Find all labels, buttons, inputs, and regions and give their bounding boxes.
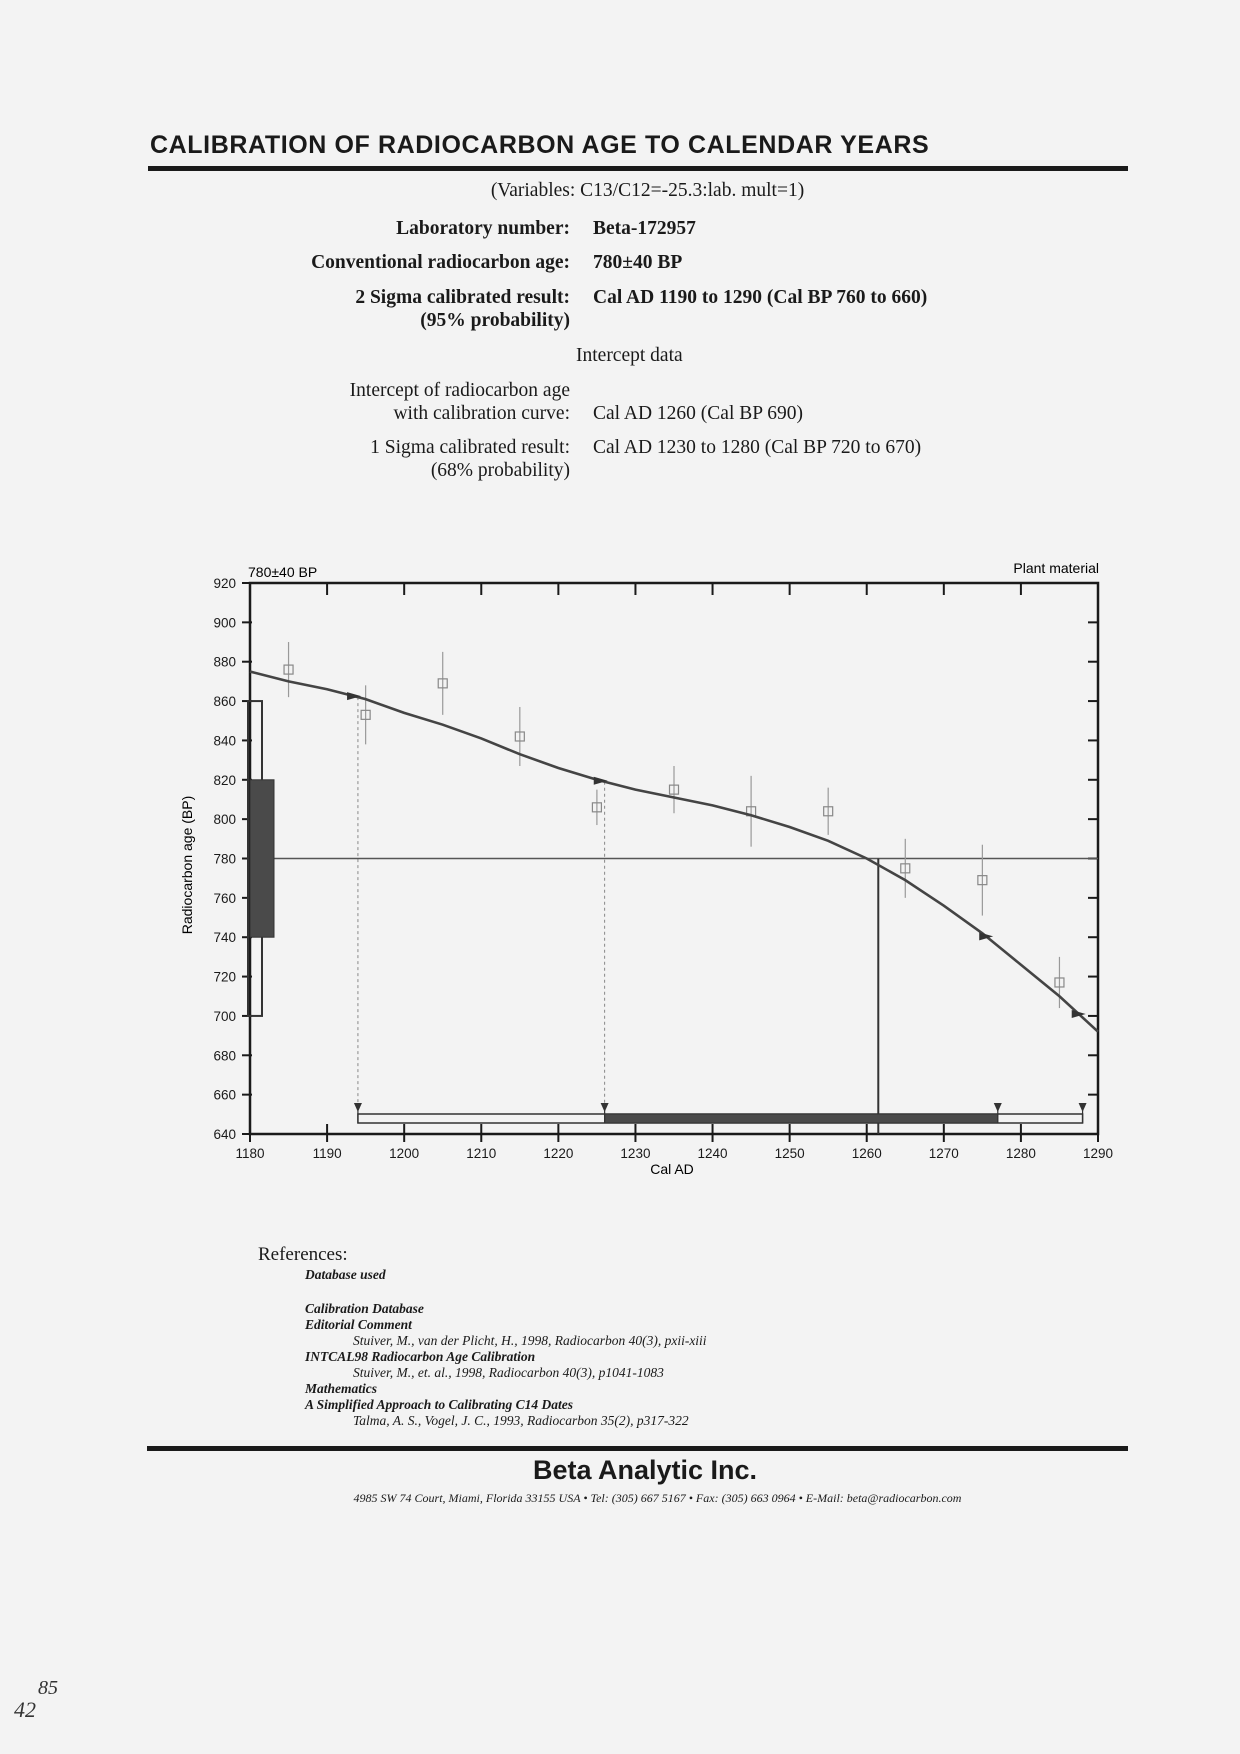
x-axis-title: Cal AD bbox=[650, 1161, 694, 1177]
y-tick-label: 760 bbox=[213, 890, 236, 906]
one-sigma-probability: (68% probability) bbox=[430, 460, 570, 481]
intercept-label-2: with calibration curve: bbox=[393, 403, 570, 424]
y-tick-label: 860 bbox=[213, 694, 236, 710]
x-tick-label: 1250 bbox=[774, 1146, 805, 1161]
y-tick-label: 920 bbox=[213, 576, 236, 591]
lab-number-value: Beta-172957 bbox=[593, 218, 696, 239]
lab-number-label: Laboratory number: bbox=[396, 218, 570, 239]
margin-note-top: 85 bbox=[38, 1677, 58, 1699]
x-tick-label: 1260 bbox=[851, 1146, 882, 1161]
intercept-label-1: Intercept of radiocarbon age bbox=[349, 380, 570, 401]
y-tick-label: 660 bbox=[213, 1087, 236, 1103]
reference-line: Database used bbox=[305, 1267, 386, 1282]
conventional-age-value: 780±40 BP bbox=[593, 252, 683, 273]
one-sigma-age-box bbox=[250, 780, 274, 937]
y-tick-label: 880 bbox=[213, 654, 236, 670]
x-tick-label: 1290 bbox=[1082, 1146, 1114, 1161]
two-sigma-value: Cal AD 1190 to 1290 (Cal BP 760 to 660) bbox=[593, 287, 928, 308]
intercept-value: Cal AD 1260 (Cal BP 690) bbox=[593, 403, 803, 424]
reference-line: Stuiver, M., et. al., 1998, Radiocarbon 40(3), p1041-1083 bbox=[353, 1365, 664, 1380]
one-sigma-label: 1 Sigma calibrated result: bbox=[370, 437, 570, 458]
y-axis-title: Radiocarbon age (BP) bbox=[179, 795, 195, 935]
reference-line: Talma, A. S., Vogel, J. C., 1993, Radiocarbon 35(2), p317-322 bbox=[353, 1413, 689, 1428]
intercept-heading: Intercept data bbox=[576, 345, 683, 366]
reference-line: Calibration Database bbox=[305, 1301, 424, 1316]
reference-line: Editorial Comment bbox=[305, 1317, 412, 1332]
x-tick-label: 1240 bbox=[697, 1146, 728, 1161]
curve-marker bbox=[347, 692, 361, 700]
references-heading: References: bbox=[258, 1244, 348, 1265]
conventional-age-label: Conventional radiocarbon age: bbox=[311, 252, 570, 273]
chart-title-left: 780±40 BP bbox=[248, 564, 318, 580]
one-sigma-value: Cal AD 1230 to 1280 (Cal BP 720 to 670) bbox=[593, 437, 922, 458]
y-tick-label: 840 bbox=[213, 733, 236, 749]
y-tick-label: 740 bbox=[213, 930, 236, 946]
page-title: CALIBRATION OF RADIOCARBON AGE TO CALENDAR YEARS bbox=[150, 131, 930, 159]
x-tick-label: 1270 bbox=[928, 1146, 959, 1161]
y-tick-label: 680 bbox=[213, 1048, 236, 1064]
x-tick-label: 1230 bbox=[620, 1146, 651, 1161]
margin-note-bottom: 42 bbox=[14, 1697, 36, 1722]
x-tick-label: 1180 bbox=[235, 1146, 265, 1161]
reference-line: Mathematics bbox=[305, 1381, 378, 1396]
one-sigma-range-bar bbox=[605, 1114, 998, 1123]
y-tick-label: 820 bbox=[213, 772, 236, 788]
x-tick-label: 1210 bbox=[466, 1146, 497, 1161]
company-address: 4985 SW 74 Court, Miami, Florida 33155 USA • Tel: (305) 667 5167 • Fax: (305) 663 0964 • E-Mail: beta@radiocarbon.com bbox=[353, 1491, 962, 1505]
curve-marker bbox=[594, 777, 608, 785]
y-tick-label: 640 bbox=[213, 1127, 236, 1142]
reference-line: Stuiver, M., van der Plicht, H., 1998, Radiocarbon 40(3), pxii-xiii bbox=[353, 1333, 707, 1348]
y-tick-label: 780 bbox=[213, 851, 236, 867]
reference-line: INTCAL98 Radiocarbon Age Calibration bbox=[305, 1349, 536, 1364]
references-list bbox=[305, 1267, 1005, 1429]
two-sigma-label: 2 Sigma calibrated result: bbox=[355, 287, 570, 308]
y-tick-label: 720 bbox=[213, 969, 236, 985]
x-tick-label: 1220 bbox=[543, 1146, 574, 1161]
y-tick-label: 800 bbox=[213, 812, 236, 828]
calibration-curve bbox=[250, 672, 1098, 1032]
company-name: Beta Analytic Inc. bbox=[532, 1455, 758, 1485]
footer-rule bbox=[147, 1446, 1128, 1451]
y-tick-label: 700 bbox=[213, 1008, 236, 1024]
x-tick-label: 1190 bbox=[312, 1146, 342, 1161]
reference-spacer bbox=[305, 1283, 1005, 1301]
variables-line: (Variables: C13/C12=-25.3:lab. mult=1) bbox=[490, 180, 805, 201]
chart-title-right: Plant material bbox=[1013, 560, 1099, 576]
x-tick-label: 1200 bbox=[389, 1146, 420, 1161]
reference-line: A Simplified Approach to Calibrating C14 Dates bbox=[305, 1397, 574, 1412]
two-sigma-probability: (95% probability) bbox=[420, 310, 570, 331]
x-tick-label: 1280 bbox=[1005, 1146, 1036, 1161]
y-tick-label: 900 bbox=[213, 615, 236, 631]
